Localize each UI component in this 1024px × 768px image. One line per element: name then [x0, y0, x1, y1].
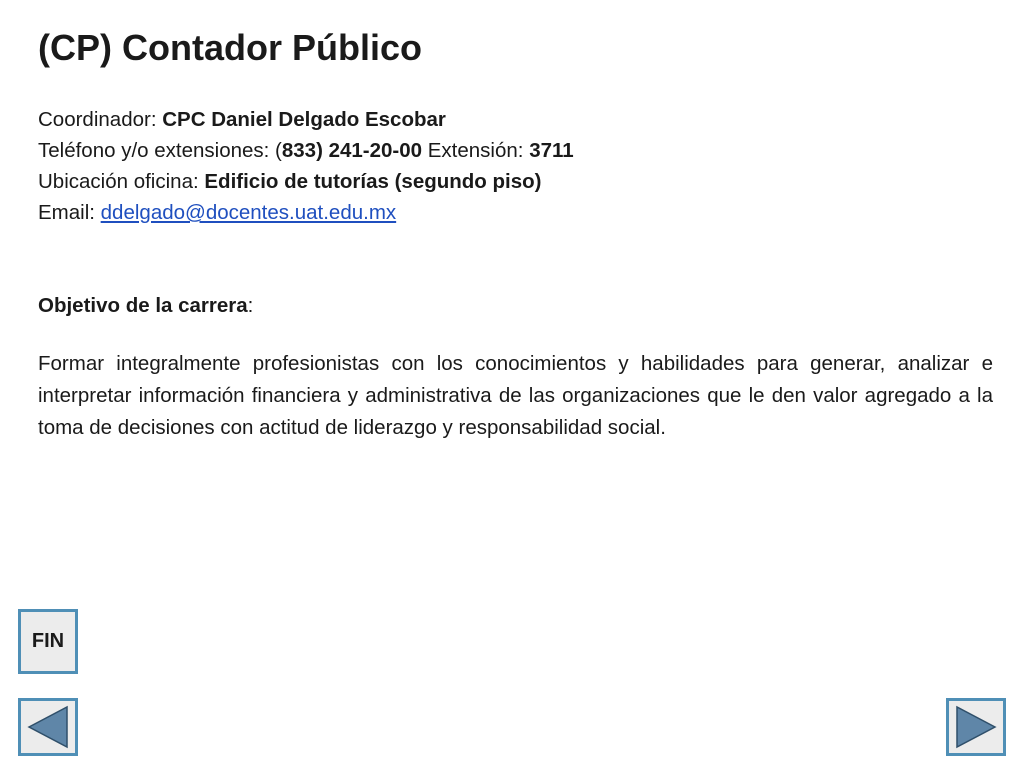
coordinator-name: CPC Daniel Delgado Escobar	[162, 108, 446, 131]
email-line	[38, 197, 998, 228]
coordinator-label: Coordinador:	[38, 108, 163, 131]
objective-heading-suffix: :	[247, 294, 254, 317]
office-line	[38, 166, 998, 197]
office-label: Ubicación oficina:	[38, 170, 205, 193]
phone-line	[38, 135, 998, 166]
contact-info	[38, 104, 998, 228]
next-slide-button[interactable]	[946, 698, 1006, 756]
email-label: Email:	[38, 201, 101, 224]
extension-value: 3711	[529, 139, 574, 162]
phone-number: 833) 241-20-00	[281, 139, 423, 162]
extension-label: Extensión:	[422, 139, 530, 162]
coordinator-line	[38, 104, 998, 135]
previous-slide-button[interactable]	[18, 698, 78, 756]
objective-text: Formar integralmente profesionistas con los conocimientos y habilidades para generar, analizar e interpretar información financiera y administrativa de las organizaciones que le den valor agregado a la toma de decisiones con actitud de liderazgo y responsabilidad social.	[38, 352, 993, 439]
objective-heading	[38, 290, 253, 321]
email-link[interactable]: ddelgado@docentes.uat.edu.mx	[100, 201, 397, 224]
fin-button[interactable]	[18, 609, 78, 674]
office-value: Edificio de tutorías (segundo piso)	[204, 170, 542, 193]
objective-heading-text: Objetivo de la carrera	[38, 294, 248, 317]
page-title: (CP) Contador Público	[38, 27, 422, 68]
phone-label: Teléfono y/o extensiones: (	[38, 139, 282, 162]
triangle-left-icon	[21, 701, 75, 753]
triangle-right-icon	[949, 701, 1003, 753]
fin-button-label: FIN	[31, 630, 65, 652]
